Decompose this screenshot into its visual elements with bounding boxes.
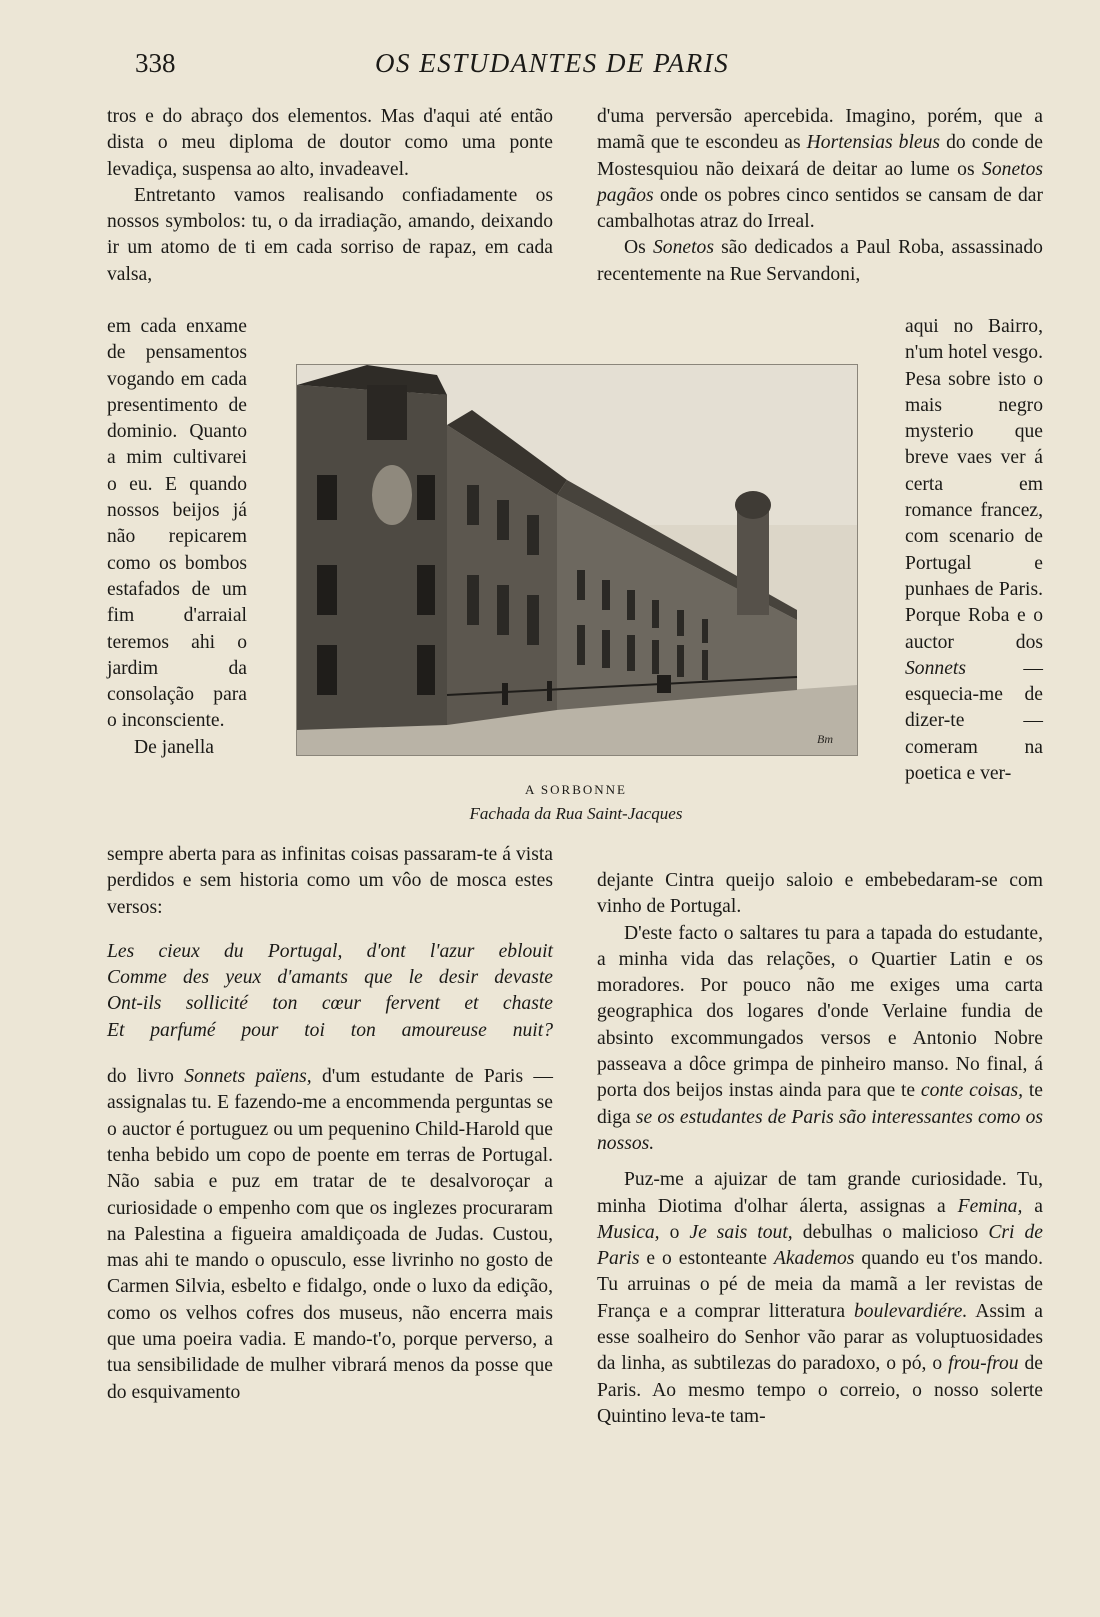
page-number: 338	[135, 48, 176, 78]
sorbonne-facade-illustration	[297, 365, 857, 755]
figure-caption-subtitle: Fachada da Rua Saint-Jacques	[469, 804, 683, 823]
paragraph: sempre aberta para as infinitas coisas passaram-te á vista perdidos e sem historia como um vôo de mosca estes versos:	[107, 844, 553, 918]
quoted-verse	[107, 939, 553, 1044]
verse-line: Ont-ils sollicité ton cœur fervent et chaste	[107, 993, 553, 1015]
figure-caption-title: A SORBONNE	[525, 782, 627, 797]
engraver-signature: Bm	[817, 732, 833, 746]
paragraph: do livro Sonnets païens, d'um estudante de Paris — assignalas tu. E fazendo-me a encommenda perguntas se o auctor é portuguez ou um pequenino Child-Harold que tenha bebido um copo de poente em terras de Portugal. Não sabia e puz em tratar de te desalvoroçar a curiosidade o empenho com que os inglezes procuraram na Palestina a figueira amaldiçoada de Judas. Custou, mas ahi te mando o opusculo, esse livrinho no gosto de Carmen Silvia, esbelto e fidalgo, onde o luxo da edição, como os velhos cofres dos museus, não encerra mais que uma poeira vadia. E mando-t'o, porque perverso, a tua sensibilidade de mulher vibrará menos da posse que do esquivamento	[107, 1066, 554, 1403]
left-column-top	[107, 104, 553, 288]
paragraph: Entretanto vamos realisando confiadamente os nossos symbolos: tu, o da irradiação, amando, deixando ir um atomo de ti em cada sorriso de rapaz, em cada valsa,	[107, 184, 553, 285]
paragraph: dejante Cintra queijo saloio e embebedaram-se com vinho de Portugal.	[597, 870, 1043, 918]
sorbonne-engraving	[296, 364, 858, 756]
running-head	[135, 48, 935, 88]
paragraph: tros e do abraço dos elementos. Mas d'aqui até então dista o meu diploma de doutor como uma ponte levadiça, suspensa ao alto, invadeavel.	[107, 106, 553, 180]
verse-line: Les cieux du Portugal, d'ont l'azur eblouit	[107, 940, 553, 962]
right-column-bottom	[597, 868, 1043, 1430]
left-column-narrow	[107, 314, 247, 761]
left-column-bottom	[107, 842, 553, 1406]
paragraph-wrap-around-figure: em cada enxame de pensamentos vogando em cada presentimento de dominio. Quanto a mim cultivarei o eu. E quando nossos beijos já não repicarem como os bombos estafados de um fim d'arraial teremos ahi o jardim da consolação para o inconsciente.	[107, 316, 247, 732]
running-title: OS ESTUDANTES DE PARIS	[375, 48, 730, 78]
paragraph: De janella	[134, 736, 214, 758]
paragraph: Os Sonetos são dedicados a Paul Roba, assassinado recentemente na Rue Servandoni,	[597, 237, 1043, 285]
verse-line: Comme des yeux d'amants que le desir devaste	[107, 967, 553, 989]
paragraph: Puz-me a ajuizar de tam grande curiosidade. Tu, minha Diotima d'olhar álerta, assignas a Femina, a Musica, o Je sais tout, debulhas o malicioso Cri de Paris e o estonteante Akademos quando eu t'os mando. Tu arruinas o pé de meia da mamã a ler revistas de França e a comprar litteratura boulevardiére. Assim a esse soalheiro do Senhor vão parar as voluptuosidades da linha, as subtilezas do paradoxo, o pó, o frou-frou de Paris. Ao mesmo tempo o correio, o nosso solerte Quintino leva-te tam-	[597, 1169, 1043, 1427]
right-column-top	[597, 104, 1043, 288]
verse-line: Et parfumé pour toi ton amoureuse nuit?	[107, 1019, 553, 1041]
paragraph-wrap-around-figure: aqui no Bairro, n'um hotel vesgo. Pesa sobre isto o mais negro mysterio que breve vaes ver á certa em romance francez, com scenario de Portugal e punhaes de Paris. Porque Roba e o auctor dos Sonnets — esquecia-me de dizer-te — comeram na poetica e ver-	[905, 316, 1043, 785]
paragraph: d'uma perversão apercebida. Imagino, porém, que a mamã que te escondeu as Hortensias bleus do conde de Mostesquiou não deixará de deitar ao lume os Sonetos pagãos onde os pobres cinco sentidos se cansam de dar cambalhotas atraz do Irreal.	[597, 106, 1043, 233]
paragraph: D'este facto o saltares tu para a tapada do estudante, a minha vida das relações, o Quartier Latin e os moradores. Por pouco não me exiges uma carta geographica dos logares d'onde Verlaine fundia de absinto excommungados versos e Antonio Nobre passeava a dôce grimpa de pinheiro manso. No final, á porta dos beijos instas ainda para que te conte coisas, te diga se os estudantes de Paris são interessantes como os nossos.	[597, 922, 1043, 1154]
book-title: Sonnets païens,	[184, 1066, 312, 1088]
right-column-narrow	[905, 314, 1043, 787]
